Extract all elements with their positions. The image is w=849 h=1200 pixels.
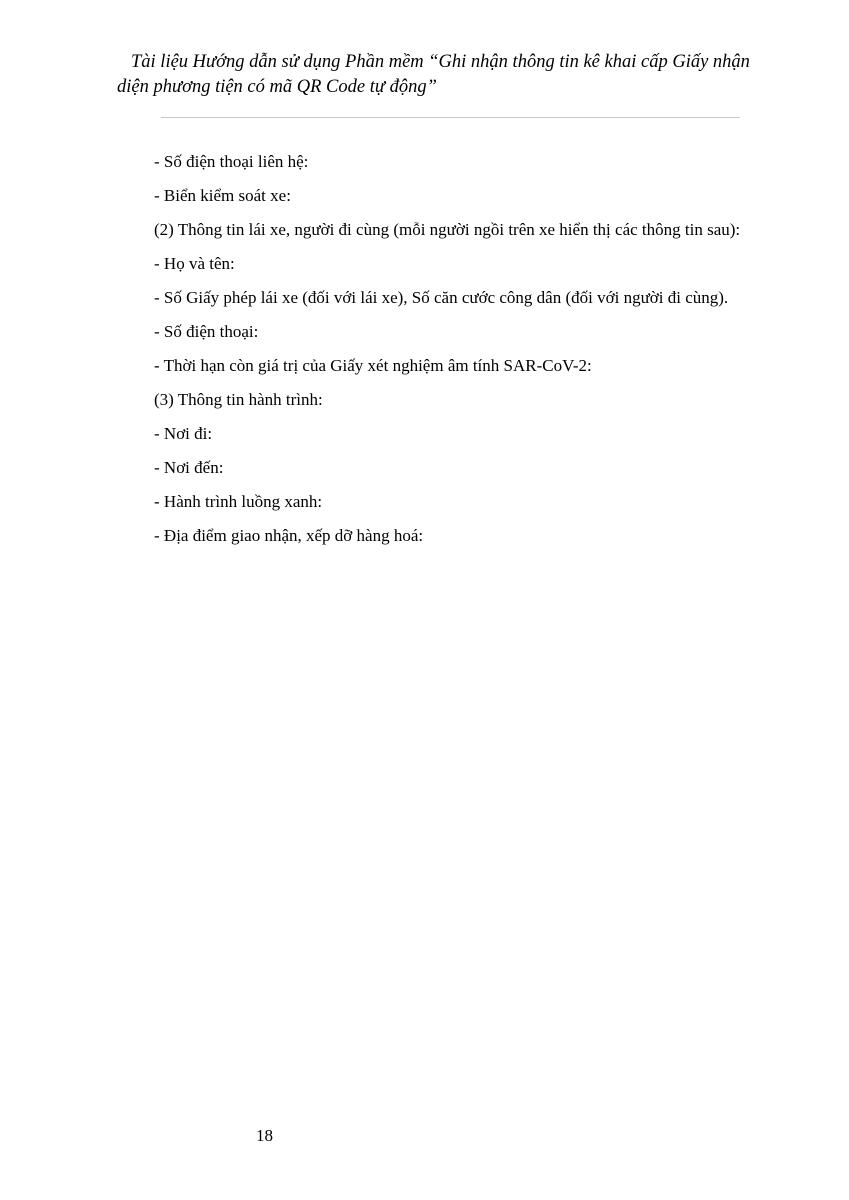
field-phone: - Số điện thoại: [154,322,259,341]
field-departure: - Nơi đi: [154,424,213,443]
field-test-validity: - Thời hạn còn giá trị của Giấy xét nghiệm âm tính SAR-CoV-2: [154,356,592,375]
field-loading-location: - Địa điểm giao nhận, xếp dỡ hàng hoá: [154,526,424,545]
header-divider [161,117,740,118]
section-driver-passenger-info: (2) Thông tin lái xe, người đi cùng (mỗi người ngồi trên xe hiển thị các thông tin sau): [154,220,741,239]
field-license-plate: - Biển kiểm soát xe: [154,186,291,205]
header-title-line-1: Tài liệu Hướng dẫn sử dụng Phần mềm “Ghi nhận thông tin kê khai cấp Giấy nhận [131,52,750,72]
document-body [154,150,744,558]
field-full-name: - Họ và tên: [154,254,235,273]
header-title-line-2: diện phương tiện có mã QR Code tự động” [117,77,437,97]
field-license-id-number: - Số Giấy phép lái xe (đối với lái xe), Số căn cước công dân (đối với người đi cùng). [154,288,729,307]
field-destination: - Nơi đến: [154,458,224,477]
field-green-route: - Hành trình luồng xanh: [154,492,323,511]
section-journey-info: (3) Thông tin hành trình: [154,390,323,409]
page-header [117,50,767,100]
page-number: 18 [256,1126,273,1145]
field-contact-phone: - Số điện thoại liên hệ: [154,152,309,171]
